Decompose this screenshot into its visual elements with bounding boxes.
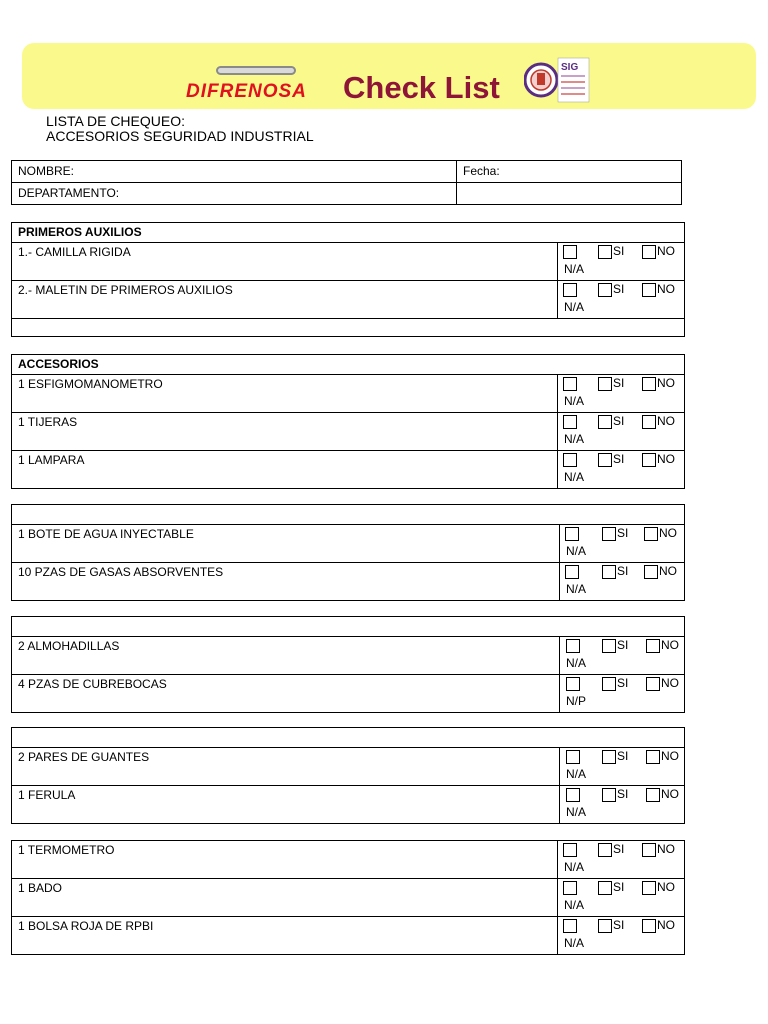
checkbox-na[interactable]: [566, 639, 580, 653]
si-label: SI: [613, 842, 625, 856]
item-label: 2 ALMOHADILLAS: [12, 637, 560, 675]
no-label: NO: [661, 638, 679, 652]
no-label: NO: [661, 676, 679, 690]
na-label: N/A: [564, 432, 585, 446]
item-options: [560, 748, 685, 786]
item-options: [558, 841, 685, 879]
blank-row: [12, 319, 685, 337]
checkbox-no[interactable]: [646, 750, 660, 764]
na-label: N/A: [564, 300, 585, 314]
section-title: [12, 728, 685, 748]
list-item: [12, 675, 685, 713]
list-item: [12, 786, 685, 824]
no-label: NO: [657, 282, 675, 296]
department-field[interactable]: DEPARTAMENTO:: [12, 183, 457, 205]
no-label: NO: [661, 787, 679, 801]
no-label: NO: [657, 452, 675, 466]
checkbox-na[interactable]: [563, 283, 577, 297]
list-item: [12, 841, 685, 879]
si-label: SI: [617, 676, 629, 690]
list-item: [12, 281, 685, 319]
no-label: NO: [657, 842, 675, 856]
item-options: [560, 675, 685, 713]
department-extra-cell[interactable]: [457, 183, 682, 205]
item-options: [558, 879, 685, 917]
checkbox-si[interactable]: [598, 283, 612, 297]
checkbox-no[interactable]: [642, 881, 656, 895]
difrenosa-logo: [186, 64, 336, 104]
checkbox-na[interactable]: [563, 881, 577, 895]
section-title: PRIMEROS AUXILIOS: [12, 223, 685, 243]
list-item: [12, 525, 685, 563]
item-label: 1 ESFIGMOMANOMETRO: [12, 375, 558, 413]
page-title: Check List: [343, 70, 500, 105]
subtitle-line-1: LISTA DE CHEQUEO:: [46, 113, 185, 129]
checkbox-no[interactable]: [642, 283, 656, 297]
checkbox-si[interactable]: [602, 565, 616, 579]
no-label: NO: [657, 880, 675, 894]
item-options: [558, 451, 685, 489]
checkbox-si[interactable]: [602, 527, 616, 541]
list-item: [12, 451, 685, 489]
section-title: ACCESORIOS: [12, 355, 685, 375]
seal-text: SIG: [561, 62, 579, 73]
na-label: N/A: [564, 936, 585, 950]
section-3: [11, 504, 685, 601]
checkbox-na[interactable]: [566, 750, 580, 764]
si-label: SI: [613, 880, 625, 894]
item-options: [560, 563, 685, 601]
checkbox-no[interactable]: [646, 677, 660, 691]
item-options: [558, 243, 685, 281]
checkbox-si[interactable]: [598, 843, 612, 857]
na-label: N/A: [566, 656, 587, 670]
na-label: N/A: [566, 544, 587, 558]
checkbox-na[interactable]: [566, 788, 580, 802]
item-label: 1 BOLSA ROJA DE RPBI: [12, 917, 558, 955]
list-item: [12, 879, 685, 917]
checkbox-si[interactable]: [598, 377, 612, 391]
na-label: N/A: [564, 898, 585, 912]
item-label: 1 TERMOMETRO: [12, 841, 558, 879]
checkbox-no[interactable]: [642, 453, 656, 467]
checkbox-si[interactable]: [602, 750, 616, 764]
si-label: SI: [617, 638, 629, 652]
item-options: [558, 375, 685, 413]
si-label: SI: [613, 414, 625, 428]
item-label: 1 BADO: [12, 879, 558, 917]
na-label: N/A: [564, 262, 585, 276]
item-label: 2.- MALETIN DE PRIMEROS AUXILIOS: [12, 281, 558, 319]
checkbox-na[interactable]: [563, 245, 577, 259]
checkbox-si[interactable]: [602, 677, 616, 691]
checkbox-no[interactable]: [644, 527, 658, 541]
list-item: [12, 637, 685, 675]
item-options: [558, 917, 685, 955]
no-label: NO: [659, 564, 677, 578]
checkbox-no[interactable]: [644, 565, 658, 579]
si-label: SI: [617, 564, 629, 578]
item-label: 1 LAMPARA: [12, 451, 558, 489]
checkbox-na[interactable]: [566, 677, 580, 691]
no-label: NO: [657, 376, 675, 390]
sig-seal-icon: [524, 55, 590, 105]
item-options: [558, 413, 685, 451]
checkbox-si[interactable]: [598, 919, 612, 933]
checkbox-na[interactable]: [565, 565, 579, 579]
item-label: 4 PZAS DE CUBREBOCAS: [12, 675, 560, 713]
list-item: [12, 917, 685, 955]
no-label: NO: [659, 526, 677, 540]
list-item: [12, 563, 685, 601]
checkbox-no[interactable]: [642, 843, 656, 857]
info-table: [11, 160, 682, 205]
no-label: NO: [657, 414, 675, 428]
checkbox-no[interactable]: [642, 245, 656, 259]
si-label: SI: [617, 749, 629, 763]
section-title: [12, 617, 685, 637]
si-label: SI: [617, 526, 629, 540]
checkbox-si[interactable]: [602, 639, 616, 653]
si-label: SI: [613, 244, 625, 258]
checkbox-na[interactable]: [563, 843, 577, 857]
checkbox-si[interactable]: [602, 788, 616, 802]
item-options: [560, 525, 685, 563]
checkbox-na[interactable]: [563, 453, 577, 467]
list-item: [12, 375, 685, 413]
na-label: N/A: [566, 582, 587, 596]
checkbox-si[interactable]: [598, 881, 612, 895]
list-item: [12, 748, 685, 786]
name-field[interactable]: NOMBRE:: [12, 161, 457, 183]
section-4: [11, 616, 685, 713]
na-label: N/A: [564, 860, 585, 874]
checkbox-no[interactable]: [642, 919, 656, 933]
na-label: N/P: [566, 694, 587, 708]
checkbox-si[interactable]: [598, 453, 612, 467]
checkbox-no[interactable]: [646, 788, 660, 802]
si-label: SI: [613, 452, 625, 466]
subtitle-line-2: ACCESORIOS SEGURIDAD INDUSTRIAL: [46, 128, 314, 144]
no-label: NO: [657, 918, 675, 932]
na-label: N/A: [566, 767, 587, 781]
item-options: [560, 637, 685, 675]
na-label: N/A: [564, 394, 585, 408]
item-label: 1 BOTE DE AGUA INYECTABLE: [12, 525, 560, 563]
na-label: N/A: [564, 470, 585, 484]
checkbox-si[interactable]: [598, 415, 612, 429]
section-primeros-auxilios: [11, 222, 685, 337]
checkbox-si[interactable]: [598, 245, 612, 259]
list-item: [12, 413, 685, 451]
section-title: [12, 505, 685, 525]
checkbox-na[interactable]: [563, 415, 577, 429]
brand-bar-icon: [216, 66, 296, 75]
si-label: SI: [613, 282, 625, 296]
section-5: [11, 727, 685, 824]
checkbox-na[interactable]: [563, 377, 577, 391]
item-options: [560, 786, 685, 824]
checkbox-na[interactable]: [563, 919, 577, 933]
item-label: 2 PARES DE GUANTES: [12, 748, 560, 786]
item-label: 10 PZAS DE GASAS ABSORVENTES: [12, 563, 560, 601]
date-field[interactable]: Fecha:: [457, 161, 682, 183]
checkbox-no[interactable]: [646, 639, 660, 653]
section-6: [11, 840, 685, 955]
si-label: SI: [613, 376, 625, 390]
item-options: [558, 281, 685, 319]
checkbox-no[interactable]: [642, 377, 656, 391]
checkbox-na[interactable]: [565, 527, 579, 541]
na-label: N/A: [566, 805, 587, 819]
item-label: 1 FERULA: [12, 786, 560, 824]
checkbox-no[interactable]: [642, 415, 656, 429]
item-label: 1 TIJERAS: [12, 413, 558, 451]
brand-name: DIFRENOSA: [186, 81, 307, 102]
no-label: NO: [657, 244, 675, 258]
si-label: SI: [617, 787, 629, 801]
section-accesorios: [11, 354, 685, 489]
no-label: NO: [661, 749, 679, 763]
item-label: 1.- CAMILLA RIGIDA: [12, 243, 558, 281]
si-label: SI: [613, 918, 625, 932]
list-item: [12, 243, 685, 281]
